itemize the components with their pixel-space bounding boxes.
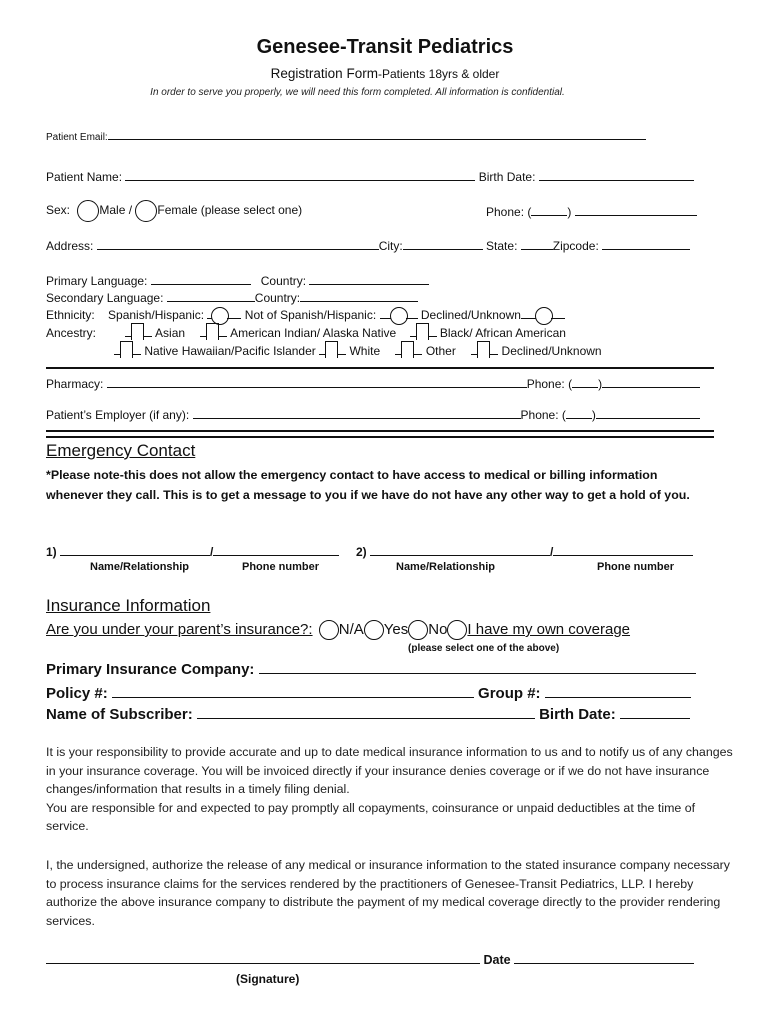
signature-caption: (Signature) xyxy=(236,972,300,986)
insurance-option-own: I have my own coverage xyxy=(467,620,631,638)
insurance-no-radio[interactable] xyxy=(408,620,428,640)
insurance-yes-radio[interactable] xyxy=(364,620,384,640)
payment-paragraph: You are responsible for and expected to pay promptly all copayments, coinsurance or unpaid deductibles at the time of service. xyxy=(46,800,696,833)
ethnicity-option-not-spanish: Not of Spanish/Hispanic: xyxy=(244,308,377,322)
zip-label: Zipcode: xyxy=(552,239,599,253)
pharmacy-area-code-field[interactable] xyxy=(572,375,598,388)
phone-paren-open: ( xyxy=(527,205,532,219)
phone-number-field[interactable] xyxy=(575,203,697,216)
contact-2-name-field[interactable] xyxy=(370,543,550,556)
contact-1-number: 1) xyxy=(46,545,57,559)
group-field[interactable] xyxy=(545,683,691,698)
ancestry-other-checkbox[interactable] xyxy=(401,341,414,358)
date-field[interactable] xyxy=(514,951,694,964)
ancestry-option-declined: Declined/Unknown xyxy=(501,344,602,358)
state-field[interactable] xyxy=(521,237,553,250)
pharmacy-phone-field[interactable] xyxy=(602,375,700,388)
confidential-note: In order to serve you properly, we will need this form completed. All information is confidential. xyxy=(150,87,565,98)
employer-phone-label: Phone: xyxy=(520,408,559,422)
phone-paren-close: ) xyxy=(567,205,572,219)
section-divider xyxy=(46,436,714,438)
section-divider xyxy=(46,430,714,432)
employer-field[interactable] xyxy=(193,406,521,419)
policy-field[interactable] xyxy=(112,683,474,698)
email-label: Patient Email: xyxy=(46,132,108,143)
employer-area-code-field[interactable] xyxy=(566,406,592,419)
email-field[interactable] xyxy=(108,129,646,140)
male-label: Male / xyxy=(99,203,133,218)
ethnicity-option-spanish: Spanish/Hispanic: xyxy=(108,308,205,322)
phone-area-code-field[interactable] xyxy=(531,203,567,216)
secondary-language-label: Secondary Language: xyxy=(46,291,164,305)
ancestry-asian-checkbox[interactable] xyxy=(131,323,144,340)
patient-name-label: Patient Name: xyxy=(46,170,123,184)
primary-country-field[interactable] xyxy=(309,272,429,285)
contact-2-phone-caption: Phone number xyxy=(597,561,675,573)
sex-label: Sex: xyxy=(46,203,71,218)
secondary-language-field[interactable] xyxy=(167,289,255,302)
primary-language-row xyxy=(46,272,429,288)
primary-language-label: Primary Language: xyxy=(46,274,148,288)
insurance-company-label: Primary Insurance Company: xyxy=(46,661,255,678)
male-radio[interactable] xyxy=(77,200,99,222)
ancestry-option-american-indian: American Indian/ Alaska Native xyxy=(230,326,397,340)
insurance-own-coverage-radio[interactable] xyxy=(447,620,467,640)
employer-paren-open: ( xyxy=(561,408,566,422)
birth-date-field[interactable] xyxy=(539,168,694,181)
ancestry-black-checkbox[interactable] xyxy=(416,323,429,340)
emergency-contact-2 xyxy=(356,543,693,559)
subtitle-main: Registration Form xyxy=(270,66,378,81)
subscriber-field[interactable] xyxy=(197,704,535,719)
section-divider xyxy=(46,367,714,369)
pharmacy-label: Pharmacy: xyxy=(46,377,104,391)
address-field[interactable] xyxy=(97,237,379,250)
parent-insurance-row xyxy=(46,620,630,640)
contact-1-phone-caption: Phone number xyxy=(242,561,320,573)
ethnicity-row xyxy=(46,306,565,325)
female-radio[interactable] xyxy=(135,200,157,222)
emergency-note: *Please note-this does not allow the emergency contact to have access to medical or billing information whenever they call. This is to get a message to you if we have do not have any other way to get a hold of you. xyxy=(46,468,690,502)
pharmacy-field[interactable] xyxy=(107,375,527,388)
subscriber-label: Name of Subscriber: xyxy=(46,706,193,723)
policy-row xyxy=(46,683,691,702)
authorization-text xyxy=(46,856,736,930)
patient-phone-row xyxy=(486,203,697,219)
form-title: Genesee-Transit Pediatrics xyxy=(256,36,514,58)
address-label: Address: xyxy=(46,239,94,253)
contact-1-phone-field[interactable] xyxy=(213,543,339,556)
ancestry-declined-checkbox[interactable] xyxy=(477,341,490,358)
email-row xyxy=(46,129,646,143)
insurance-na-radio[interactable] xyxy=(319,620,339,640)
state-label: State: xyxy=(486,239,518,253)
birth-date-label: Birth Date: xyxy=(478,170,536,184)
city-field[interactable] xyxy=(403,237,483,250)
contact-2-number: 2) xyxy=(356,545,367,559)
ancestry-option-white: White xyxy=(349,344,381,358)
subscriber-birth-label: Birth Date: xyxy=(539,706,616,723)
contact-2-name-caption: Name/Relationship xyxy=(396,561,496,573)
patient-name-row xyxy=(46,168,694,184)
patient-phone-label: Phone: xyxy=(486,205,525,219)
ancestry-option-other: Other xyxy=(425,344,456,358)
primary-language-field[interactable] xyxy=(151,272,251,285)
form-subtitle xyxy=(0,66,770,81)
signature-row xyxy=(46,951,694,967)
contact-1-name-caption: Name/Relationship xyxy=(90,561,190,573)
contact-1-slash: / xyxy=(210,545,214,559)
responsibility-paragraph: It is your responsibility to provide accurate and up to date medical insurance information to us and to notify us of any changes in your insurance coverage. You will be invoiced directly if your insurance denies coverage or if we do not have insurance changes/information that results in a timely filing denial. xyxy=(46,745,733,796)
patient-name-field[interactable] xyxy=(125,168,475,181)
ancestry-option-black: Black/ African American xyxy=(439,326,566,340)
ancestry-label: Ancestry: xyxy=(46,326,97,340)
ancestry-white-checkbox[interactable] xyxy=(325,341,338,358)
date-label: Date xyxy=(483,953,511,967)
authorization-paragraph: I, the undersigned, authorize the release of any medical or insurance information to the stated insurance company necessary to process insurance claims for the services rendered by the practitioners of Genesee-Transit Pediatrics, LLP. I hereby authorize the above insurance company to distribute the payment of my medical coverage directly to the provider rendering services. xyxy=(46,858,730,928)
ancestry-row-2 xyxy=(114,341,602,358)
contact-2-slash: / xyxy=(550,545,554,559)
employer-phone-field[interactable] xyxy=(596,406,700,419)
pharmacy-phone-label: Phone: xyxy=(526,377,565,391)
employer-paren-close: ) xyxy=(591,408,596,422)
ethnicity-label: Ethnicity: xyxy=(46,308,95,322)
ancestry-american-indian-checkbox[interactable] xyxy=(206,323,219,340)
parent-insurance-question: Are you under your parent’s insurance?: xyxy=(46,620,313,638)
sex-row xyxy=(46,200,302,222)
policy-label: Policy #: xyxy=(46,685,108,702)
employer-row xyxy=(46,406,700,422)
pharmacy-row xyxy=(46,375,700,391)
insurance-option-no: No xyxy=(428,620,448,638)
subscriber-row xyxy=(46,704,690,723)
responsibility-text xyxy=(46,743,736,836)
insurance-company-field[interactable] xyxy=(259,659,696,674)
contact-2-phone-field[interactable] xyxy=(553,543,693,556)
secondary-language-row xyxy=(46,289,418,305)
secondary-country-field[interactable] xyxy=(300,289,418,302)
pharmacy-paren-open: ( xyxy=(568,377,573,391)
emergency-contact-1 xyxy=(46,543,339,559)
insurance-heading: Insurance Information xyxy=(46,596,211,615)
pharmacy-paren-close: ) xyxy=(598,377,603,391)
signature-field[interactable] xyxy=(46,951,480,964)
ancestry-row-1 xyxy=(46,323,566,340)
female-label: Female (please select one) xyxy=(157,203,303,218)
insurance-option-yes: Yes xyxy=(383,620,409,638)
primary-country-label: Country: xyxy=(260,274,307,288)
subtitle-suffix: -Patients 18yrs & older xyxy=(377,67,500,81)
ancestry-hawaiian-checkbox[interactable] xyxy=(120,341,133,358)
insurance-company-row xyxy=(46,659,696,678)
ethnicity-option-declined: Declined/Unknown xyxy=(420,308,521,322)
ancestry-option-asian: Asian xyxy=(155,326,186,340)
insurance-select-note: (please select one of the above) xyxy=(408,643,560,654)
zip-field[interactable] xyxy=(602,237,690,250)
address-row xyxy=(46,237,690,253)
emergency-heading: Emergency Contact xyxy=(46,441,196,460)
employer-label: Patient’s Employer (if any): xyxy=(46,408,190,422)
insurance-option-na: N/A xyxy=(338,620,364,638)
secondary-country-label: Country: xyxy=(254,291,301,305)
ancestry-option-hawaiian: Native Hawaiian/Pacific Islander xyxy=(144,344,316,358)
contact-1-name-field[interactable] xyxy=(60,543,210,556)
group-label: Group #: xyxy=(478,685,541,702)
city-label: City: xyxy=(378,239,403,253)
subscriber-birth-field[interactable] xyxy=(620,704,690,719)
